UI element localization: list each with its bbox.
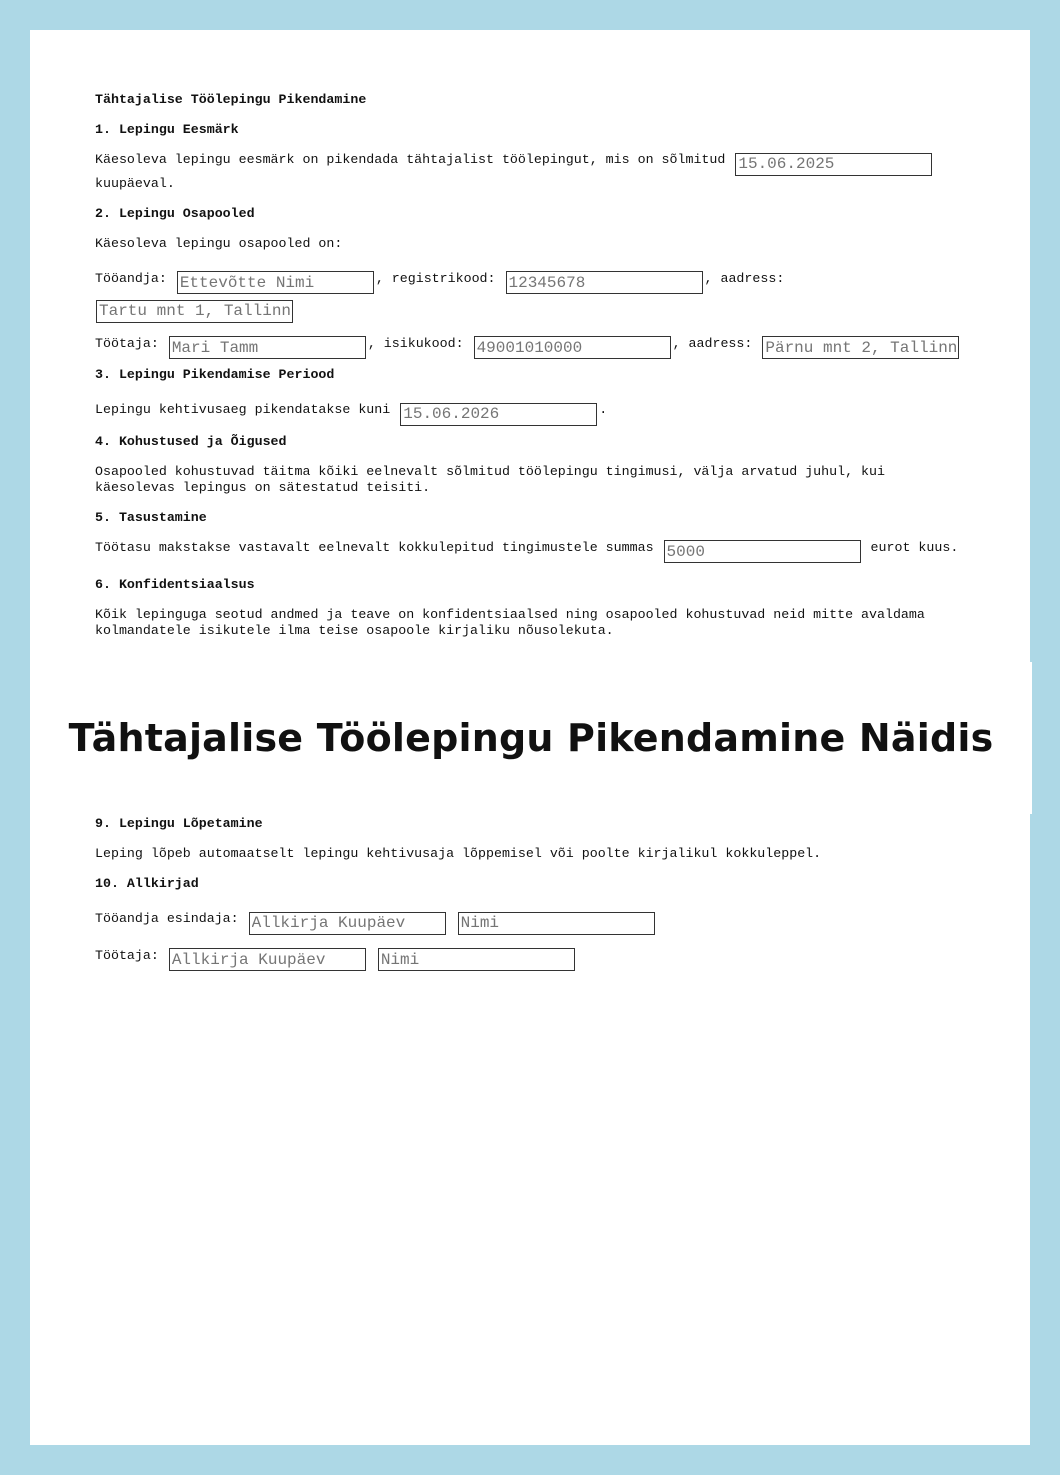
section-1-paragraph <box>95 152 965 192</box>
id-code-label: , isikukood: <box>367 335 464 351</box>
employee-address-label: , aadress: <box>672 335 753 351</box>
section-5-text-after: eurot kuus. <box>870 539 959 555</box>
document-body-bottom <box>95 816 965 979</box>
employee-address-input[interactable] <box>762 336 959 359</box>
salary-amount-input[interactable] <box>664 540 861 563</box>
contract-signed-date-input[interactable] <box>735 153 932 176</box>
employee-name-input-signature[interactable] <box>378 948 575 971</box>
section-6-heading: 6. Konfidentsiaalsus <box>95 577 255 592</box>
employer-signature-date-input[interactable] <box>249 912 446 935</box>
id-code-input[interactable] <box>474 336 671 359</box>
section-9-heading: 9. Lepingu Lõpetamine <box>95 816 263 831</box>
employee-label: Töötaja: <box>95 335 159 351</box>
section-3-paragraph <box>95 397 965 426</box>
employee-row <box>95 331 965 360</box>
employer-address-label: , aadress: <box>704 270 785 286</box>
section-2-intro: Käesoleva lepingu osapooled on: <box>95 235 343 251</box>
section-5-paragraph <box>95 540 965 564</box>
section-1-text-after: kuupäeval. <box>95 175 175 191</box>
title-banner: Tähtajalise Töölepingu Pikendamine Näidis <box>30 662 1032 814</box>
employer-address-input[interactable] <box>96 300 293 323</box>
section-9-text: Leping lõpeb automaatselt lepingu kehtivusaja lõppemisel või poolte kirjalikul kokkuleppel. <box>95 846 822 861</box>
reg-code-input[interactable] <box>506 271 703 294</box>
section-4-heading: 4. Kohustused ja Õigused <box>95 433 287 449</box>
section-5-heading: 5. Tasustamine <box>95 509 207 525</box>
section-1-heading: 1. Lepingu Eesmärk <box>95 122 239 137</box>
employer-rep-label: Tööandja esindaja: <box>95 911 239 926</box>
employer-signature-row <box>95 906 965 935</box>
employer-rep-name-input[interactable] <box>458 912 655 935</box>
section-3-heading: 3. Lepingu Pikendamise Periood <box>95 367 335 382</box>
section-3-text-after: . <box>599 402 608 417</box>
employee-signature-row <box>95 943 965 972</box>
section-3-text-before: Lepingu kehtivusaeg pikendatakse kuni <box>95 402 391 417</box>
section-10-heading: 10. Allkirjad <box>95 876 199 891</box>
document-body-top <box>95 92 965 664</box>
section-1-text-before: Käesoleva lepingu eesmärk on pikendada tähtajalist töölepingut, mis on sõlmitud <box>95 152 726 167</box>
document-title: Tähtajalise Töölepingu Pikendamine <box>95 92 367 107</box>
section-4-text: Osapooled kohustuvad täitma kõiki eelnevalt sõlmitud töölepingu tingimusi, välja arvatud juhul, kui käesolevas lepingus on sätestatud teisiti. <box>95 463 885 495</box>
document-page <box>30 30 1030 1445</box>
employer-row <box>95 266 965 323</box>
employee-signature-label: Töötaja: <box>95 947 159 963</box>
employer-label: Tööandja: <box>95 270 167 286</box>
section-6-text: Kõik lepinguga seotud andmed ja teave on konfidentsiaalsed ning osapooled kohustuvad neid mitte avaldama kolmandatele isikutele ilma teise osapoole kirjaliku nõusolekuta. <box>95 607 925 638</box>
extension-end-date-input[interactable] <box>400 403 597 426</box>
employer-name-input[interactable] <box>177 271 374 294</box>
section-2-heading: 2. Lepingu Osapooled <box>95 205 255 221</box>
employee-name-input[interactable] <box>169 336 366 359</box>
employee-signature-date-input[interactable] <box>169 948 366 971</box>
section-5-text-before: Töötasu makstakse vastavalt eelnevalt kokkulepitud tingimustele summas <box>95 539 654 555</box>
reg-code-label: , registrikood: <box>375 270 496 286</box>
